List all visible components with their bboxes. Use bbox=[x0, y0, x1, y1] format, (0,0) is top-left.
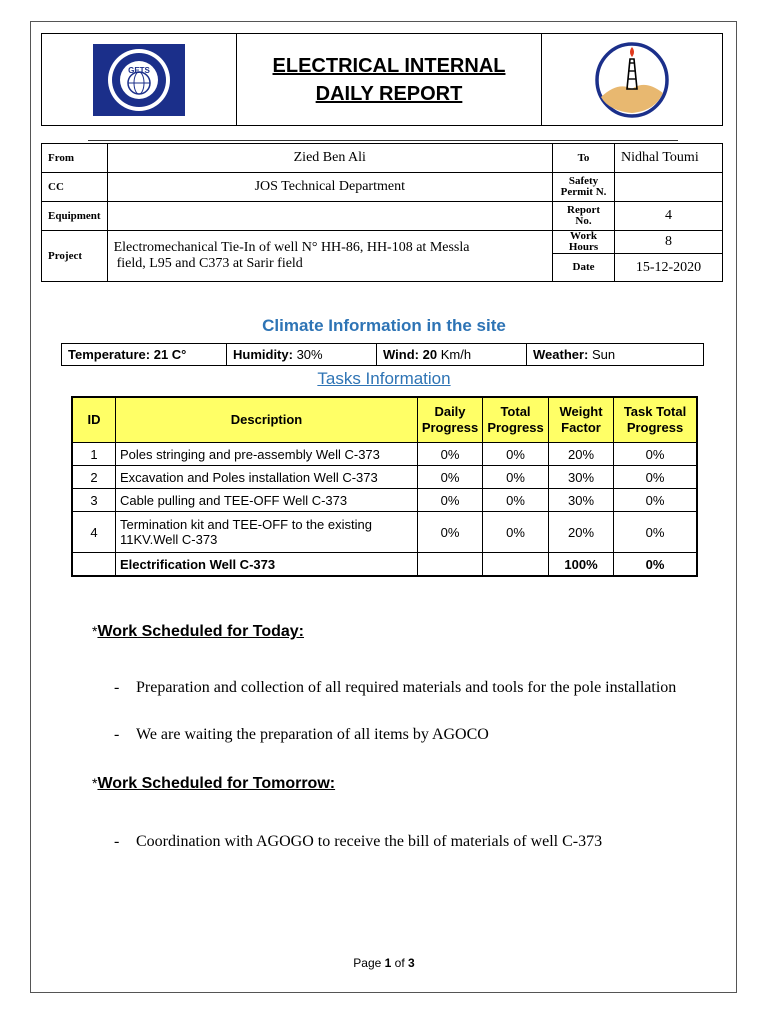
total-row bbox=[72, 553, 697, 577]
row-description: Cable pulling and TEE-OFF Well C-373 bbox=[116, 489, 418, 512]
col-weight-1: Weight bbox=[559, 404, 603, 419]
col-task-total bbox=[614, 397, 698, 443]
bullet-dash: - bbox=[114, 679, 120, 696]
row-total: 0% bbox=[483, 443, 549, 466]
total-row-weight: 100% bbox=[549, 553, 614, 577]
today-item-1: Preparation and collection of all required materials and tools for the pole installation bbox=[136, 679, 677, 696]
report-header bbox=[41, 33, 723, 126]
tomorrow-heading bbox=[92, 775, 335, 793]
row-description bbox=[116, 512, 418, 553]
from-value: Zied Ben Ali bbox=[107, 144, 552, 173]
col-daily-2: Progress bbox=[421, 420, 479, 435]
date-label: Date bbox=[553, 254, 615, 282]
row-description-line2: 11KV.Well C-373 bbox=[120, 532, 218, 547]
total-row-total bbox=[483, 553, 549, 577]
client-logo-cell bbox=[542, 34, 722, 125]
title-cell bbox=[237, 34, 542, 125]
tasks-title-text: Tasks Information bbox=[317, 369, 451, 388]
row-total: 0% bbox=[483, 512, 549, 553]
col-weight-factor bbox=[549, 397, 614, 443]
row-description: Poles stringing and pre-assembly Well C-373 bbox=[116, 443, 418, 466]
row-weight: 20% bbox=[549, 443, 614, 466]
tomorrow-item-1: Coordination with AGOGO to receive the bill of materials of well C-373 bbox=[136, 833, 603, 850]
row-daily: 0% bbox=[418, 512, 483, 553]
page-of: of bbox=[394, 956, 405, 970]
equipment-value bbox=[107, 202, 552, 231]
col-task-total-2: Progress bbox=[626, 420, 684, 435]
project-value bbox=[107, 231, 552, 282]
table-row bbox=[72, 466, 697, 489]
report-info-table bbox=[41, 143, 723, 282]
row-description-line1: Termination kit and TEE-OFF to the existing bbox=[120, 517, 372, 532]
weather-cell bbox=[527, 344, 704, 366]
row-task-total: 0% bbox=[614, 512, 698, 553]
col-daily-progress bbox=[418, 397, 483, 443]
total-row-description: Electrification Well C-373 bbox=[116, 553, 418, 577]
temperature-cell: Temperature: 21 C° bbox=[62, 344, 227, 366]
row-id: 3 bbox=[72, 489, 116, 512]
row-total: 0% bbox=[483, 489, 549, 512]
wind-label: Wind: bbox=[383, 347, 419, 362]
col-id: ID bbox=[72, 397, 116, 443]
tasks-title bbox=[0, 369, 768, 389]
tomorrow-title: Work Scheduled for Tomorrow: bbox=[97, 775, 336, 792]
col-weight-2: Factor bbox=[561, 420, 601, 435]
page-prefix: Page bbox=[353, 956, 382, 970]
row-daily: 0% bbox=[418, 489, 483, 512]
report-title-line1: ELECTRICAL INTERNAL bbox=[272, 54, 506, 77]
humidity-value: 30% bbox=[296, 347, 323, 362]
total-row-task-total: 0% bbox=[614, 553, 698, 577]
row-weight: 30% bbox=[549, 466, 614, 489]
project-line-1: Electromechanical Tie-In of well N° HH-86, HH-108 at Messla bbox=[113, 240, 470, 255]
row-id: 2 bbox=[72, 466, 116, 489]
col-task-total-1: Task Total bbox=[623, 404, 687, 419]
row-id: 4 bbox=[72, 512, 116, 553]
to-label: To bbox=[553, 144, 615, 173]
humidity-cell bbox=[227, 344, 377, 366]
safety-permit-value bbox=[615, 173, 723, 202]
row-daily: 0% bbox=[418, 443, 483, 466]
tomorrow-star: * bbox=[92, 775, 98, 791]
col-total-1: Total bbox=[500, 404, 531, 419]
work-hours-value: 8 bbox=[615, 231, 723, 254]
wind-value: 20 bbox=[422, 347, 438, 362]
row-weight: 20% bbox=[549, 512, 614, 553]
tasks-header-row bbox=[72, 397, 697, 443]
weather-label: Weather: bbox=[533, 347, 589, 362]
gets-logo bbox=[93, 44, 185, 116]
today-star: * bbox=[92, 623, 98, 639]
today-item-2: We are waiting the preparation of all items by AGOCO bbox=[136, 726, 489, 743]
report-no-value: 4 bbox=[615, 202, 723, 231]
bullet-dash: - bbox=[114, 726, 120, 743]
date-value: 15-12-2020 bbox=[615, 254, 723, 282]
row-weight: 30% bbox=[549, 489, 614, 512]
list-item bbox=[114, 830, 694, 853]
project-label: Project bbox=[42, 231, 108, 282]
col-total-progress bbox=[483, 397, 549, 443]
project-line-2: field, L95 and C373 at Sarir field bbox=[116, 256, 303, 271]
wind-cell bbox=[377, 344, 527, 366]
company-logo-cell bbox=[42, 34, 237, 125]
table-row bbox=[72, 512, 697, 553]
col-total-2: Progress bbox=[487, 420, 544, 435]
work-hours-label: Work Hours bbox=[553, 231, 615, 254]
row-description: Excavation and Poles installation Well C-373 bbox=[116, 466, 418, 489]
row-id: 1 bbox=[72, 443, 116, 466]
today-title: Work Scheduled for Today: bbox=[97, 623, 304, 640]
oil-rig-logo bbox=[593, 41, 671, 119]
gets-logo-text: GETS bbox=[128, 65, 150, 75]
page-total: 3 bbox=[408, 956, 415, 970]
row-total: 0% bbox=[483, 466, 549, 489]
table-row bbox=[72, 443, 697, 466]
row-task-total: 0% bbox=[614, 466, 698, 489]
safety-permit-label bbox=[553, 173, 615, 202]
total-row-daily bbox=[418, 553, 483, 577]
today-heading bbox=[92, 623, 304, 641]
list-item bbox=[114, 723, 694, 746]
tasks-table bbox=[71, 396, 698, 577]
row-task-total: 0% bbox=[614, 443, 698, 466]
report-no-label: Report No. bbox=[553, 202, 615, 231]
safety-label-1: Safety bbox=[568, 175, 599, 187]
to-value: Nidhal Toumi bbox=[615, 144, 723, 173]
col-daily-1: Daily bbox=[434, 404, 466, 419]
total-row-id bbox=[72, 553, 116, 577]
header-divider bbox=[88, 140, 678, 141]
report-title-line2: DAILY REPORT bbox=[315, 82, 463, 105]
cc-value: JOS Technical Department bbox=[107, 173, 552, 202]
wind-unit: Km/h bbox=[440, 347, 472, 362]
page-number bbox=[0, 956, 768, 970]
list-item bbox=[114, 676, 694, 699]
equipment-label: Equipment bbox=[42, 202, 108, 231]
page-current: 1 bbox=[384, 956, 392, 970]
safety-label-2: Permit N. bbox=[560, 186, 607, 198]
from-label: From bbox=[42, 144, 108, 173]
climate-table bbox=[61, 343, 704, 366]
climate-title: Climate Information in the site bbox=[262, 316, 506, 335]
bullet-dash: - bbox=[114, 833, 120, 850]
row-task-total: 0% bbox=[614, 489, 698, 512]
row-daily: 0% bbox=[418, 466, 483, 489]
col-description: Description bbox=[116, 397, 418, 443]
humidity-label: Humidity: bbox=[233, 347, 293, 362]
cc-label: CC bbox=[42, 173, 108, 202]
weather-value: Sun bbox=[592, 347, 616, 362]
table-row bbox=[72, 489, 697, 512]
